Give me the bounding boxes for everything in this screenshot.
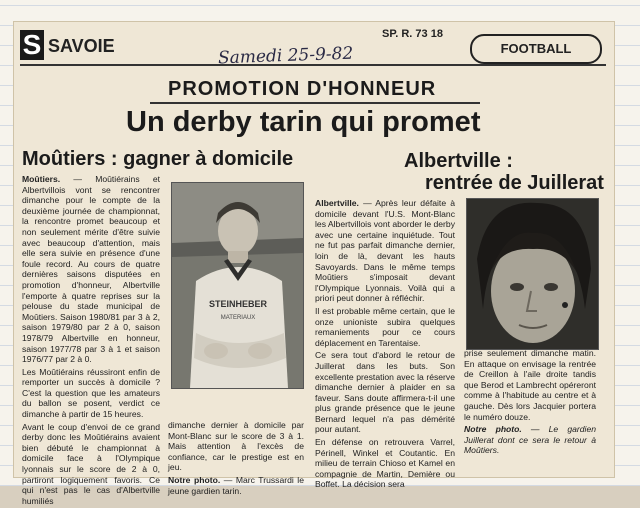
paragraph: dimanche dernier à domicile par Mont-Blanc sur le score de 3 à 1. Mais attention à l'excès de confiance, car le prestige est en jeu. [168, 420, 304, 473]
category-badge: FOOTBALL [470, 34, 602, 64]
paragraph: prise seulement dimanche matin. En attaque on envisage la rentrée de Creillon à l'aile droite tandis que Berod et Lambrecht opéreront comme à l'habitude au centre et à gauche. Dès lors Jacquier portera le numéro douze. [464, 348, 596, 422]
right-headline-line1: Albertville : [404, 150, 513, 172]
player-photo-juillerat [466, 198, 599, 350]
photo-caption: — Marc Trussardi le jeune gardien tarin. [168, 474, 305, 496]
player-photo-trussardi [171, 182, 304, 389]
caption-label: Notre photo. [464, 424, 522, 435]
paragraph: Les Moûtiérains réussiront enfin de remporter un succès à domicile ? C'est la question que les amateurs du ballon se posent, verdict ce dimanche à partir de 15 heures. [22, 366, 160, 420]
paragraph: En défense on retrouvera Varrel, Périnell, Winkel et Coutantic. En milieu de terrain Chioso et Kamel en compagnie de Martin, Demière ou Boffet. La décision sera [315, 437, 455, 490]
kicker: PROMOTION D'HONNEUR [168, 78, 437, 100]
handwritten-date: Samedi 25-9-82 [217, 43, 354, 69]
left-column-text [22, 174, 160, 508]
right-column-continuation [464, 348, 596, 458]
paragraph: — Moûtiérains et Albertvillois vont se rencontrer dimanche pour le compte de la deuxième journée de championnat, la rencontre promet beaucoup et non seulement mérite d'être suivie avec beaucoup d'attention, mais elle sera suivie en présence d'une foule record. Au cours de quatre dernières saisons disputées en promotion d'honneur, Albertville l'emporte à quatre reprises sur la pelouse du stade municipal de Moûtiers. Saison 1980/81 par 3 à 2, saison 1979/80 par 2 à 0, saison 1978/79 Albertville en honneur, saison 1977/78 par 3 à 1 et saison 1976/77 par 2 à 0. [22, 174, 160, 365]
right-headline-line2: rentrée de Juillerat [425, 172, 604, 194]
dateline: Moûtiers. [22, 174, 61, 184]
left-column-continuation [168, 420, 304, 498]
page-reference: SP. R. 73 18 [382, 28, 443, 40]
paragraph: Avant le coup d'envoi de ce grand derby donc les Moûtiérains avaient bien débuté le championnat à domicile face à l'Olympique lyonnais sur le score de 2 à 0, partiront logiquement favoris. Ce qui n'est pas le cas d'Albertville humiliés [22, 421, 160, 506]
section-name: SAVOIE [48, 36, 115, 56]
kicker-underline [150, 102, 480, 104]
shirt-sponsor-subtext: MATERIAUX [220, 315, 256, 321]
right-column-text [315, 198, 455, 492]
paragraph: Ce sera tout d'abord le retour de Juillerat dans les buts. Son excellente prestation avec la réserve dimanche dernier à plaider en sa faveur. Sans doute affirmera-t-il une plus grande présence que le jeune Bernard lequel n'a pas démérité pour autant. [315, 350, 455, 435]
caption-label: Notre photo. [168, 474, 221, 485]
shirt-sponsor-text: STEINHEBER [208, 299, 268, 309]
article-title: Un derby tarin qui promet [126, 106, 481, 138]
section-letter-badge: S [20, 30, 44, 60]
paragraph: — Après leur défaite à domicile devant l'U.S. Mont-Blanc les Albertvillois vont aborder le derby avec une certaine inquiétude. Tout ne fut pas parfait dimanche dernier, loin de là, devant les hauts Savoyards. Dans le même temps Moûtiers s'imposait devant l'Olympique Lyonnais. Voilà qui a priori peut donner à réfléchir. [315, 198, 455, 304]
left-headline: Moûtiers : gagner à domicile [22, 148, 294, 170]
photo-caption: — Le gardien Juillerat dont ce sera le retour à Moûtiers. [464, 424, 596, 456]
paragraph: Il est probable même certain, que le onze unioniste subira quelques remaniements pour ce cours déplacement en Tarentaise. [315, 305, 455, 348]
dateline: Albertville. [315, 198, 359, 208]
